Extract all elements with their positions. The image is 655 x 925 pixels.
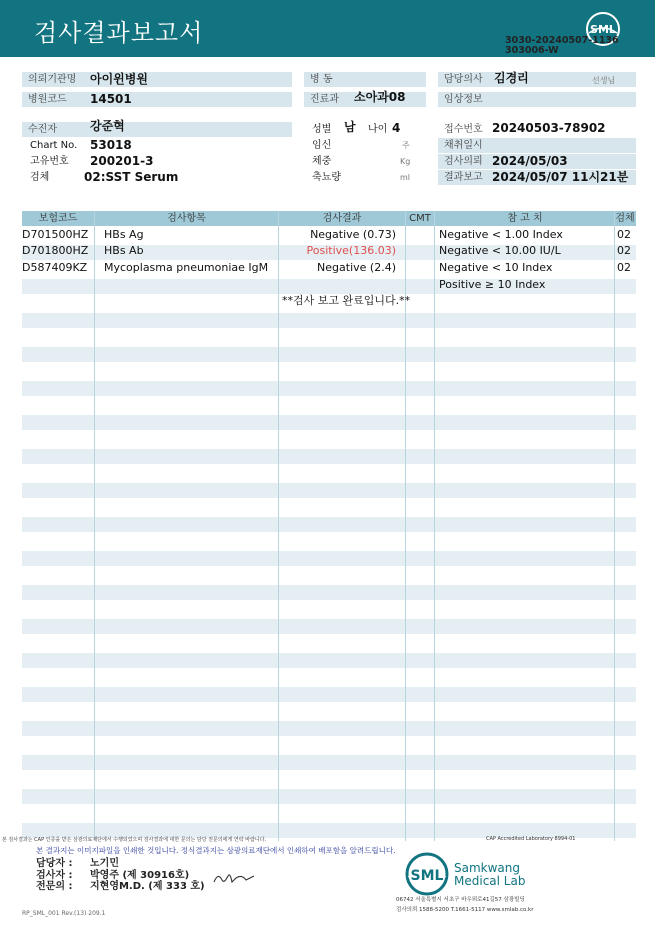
- report-title: 검사결과보고서: [34, 19, 204, 47]
- chart-no-value: 53018: [90, 138, 132, 152]
- report-date-value: 2024/05/07 11시21분: [492, 170, 629, 184]
- signature-image: [212, 870, 256, 886]
- unique-id-label: 고유번호: [30, 156, 69, 167]
- table-stripe: [22, 483, 636, 498]
- table-stripe: [22, 687, 636, 702]
- col-comment: CMT: [409, 213, 431, 224]
- company-name-line2: Medical Lab: [454, 874, 526, 888]
- doctor-label: 담당의사: [438, 72, 636, 87]
- row3-result: Negative (2.4): [317, 261, 396, 274]
- table-stripe: [22, 517, 636, 532]
- reporter-value: 노기민: [90, 858, 119, 869]
- company-contact: 검사의뢰 1588-5200 T.1661-5117 www.smlab.co.kr: [396, 907, 534, 913]
- urine-label: 축뇨량: [312, 172, 341, 183]
- footer-logo-text: SML: [410, 868, 444, 884]
- row3-specimen: 02: [617, 261, 631, 274]
- table-stripe: [22, 449, 636, 464]
- weight-unit: Kg: [400, 157, 411, 166]
- row2-specimen: 02: [617, 244, 631, 257]
- table-stripe: [22, 755, 636, 770]
- patient-value: 강준혁: [90, 119, 125, 133]
- col-reference: 참 고 치: [507, 213, 543, 224]
- pregnancy-unit: 주: [402, 141, 410, 150]
- report-date-label: 결과보고: [438, 170, 636, 185]
- row1-code: D701500HZ: [22, 228, 89, 241]
- row1-reference: Negative < 1.00 Index: [439, 228, 563, 241]
- table-stripe: [22, 381, 636, 396]
- fine-print: 본 검사결과는 CAP 인증을 받은 삼광의료재단에서 수행되었으며 검사결과에 대한 문의는 담당 전문의에게 연락 바랍니다.: [2, 837, 267, 843]
- specialist-value: 지현영M.D. (제 333 호): [90, 881, 205, 892]
- table-stripe: [22, 551, 636, 566]
- doctor-suffix: 선생님: [592, 76, 616, 85]
- svg-text:SML: SML: [590, 23, 616, 36]
- reporter-label: 담당자 :: [36, 858, 73, 869]
- col-insurance-code: 보험코드: [38, 213, 78, 224]
- age-value: 4: [392, 121, 401, 135]
- row4-reference: Positive ≥ 10 Index: [439, 278, 546, 291]
- row3-reference: Negative < 10 Index: [439, 261, 553, 274]
- completion-note: **검사 보고 완료입니다.**: [282, 294, 411, 307]
- hospital-value: 아이윈병원: [90, 72, 148, 86]
- urine-unit: ml: [400, 173, 411, 182]
- tester-label: 검사자 :: [36, 870, 73, 881]
- row1-item: HBs Ag: [104, 228, 144, 241]
- table-stripe: [22, 415, 636, 430]
- form-code: RP_SML_001 Rev.(13) 209.1: [22, 910, 106, 917]
- sex-value: 남: [344, 120, 356, 134]
- department-label: 진료과: [304, 92, 426, 107]
- specimen-value: 02:SST Serum: [84, 170, 179, 184]
- row2-result-abnormal: Positive(136.03): [306, 244, 396, 257]
- barcode-number: [505, 36, 619, 56]
- request-date-value: 2024/05/03: [492, 154, 568, 168]
- hospital-label: 의뢰기관명: [22, 72, 292, 87]
- cap-accreditation: CAP Accredited Laboratory 8994-01: [486, 836, 576, 842]
- ward-label: 병 동: [304, 72, 426, 87]
- col-test-item: 검사항목: [167, 213, 206, 224]
- row1-result: Negative (0.73): [310, 228, 396, 241]
- row2-code: D701800HZ: [22, 244, 89, 257]
- hospital-code-value: 14501: [90, 92, 132, 106]
- table-stripe: [22, 347, 636, 362]
- company-address: 06742 서울특별시 서초구 바우뫼로41길57 삼광빌딩: [396, 897, 525, 903]
- column-divider: [278, 211, 279, 841]
- doctor-value: 김경리: [494, 71, 529, 85]
- table-stripe: [22, 721, 636, 736]
- column-divider: [614, 211, 615, 841]
- weight-label: 체중: [312, 156, 332, 167]
- col-specimen: 검체: [615, 213, 635, 224]
- barcode-line-2: 303006-W: [505, 45, 559, 56]
- table-stripe: [22, 619, 636, 634]
- table-stripe: [22, 789, 636, 804]
- barcode-line-1: 3030-20240507-1136: [505, 35, 619, 46]
- row1-specimen: 02: [617, 228, 631, 241]
- tester-value: 박영주 (제 30916호): [90, 870, 190, 881]
- receipt-no-value: 20240503-78902: [492, 121, 606, 135]
- company-name-line1: Samkwang: [454, 861, 520, 875]
- row3-item: Mycoplasma pneumoniae IgM: [104, 261, 269, 274]
- patient-label: 수진자: [22, 122, 292, 137]
- chart-no-label: Chart No.: [30, 140, 78, 151]
- pregnancy-label: 임신: [312, 140, 332, 151]
- row3-code: D587409KZ: [22, 261, 88, 274]
- company-name: [454, 862, 525, 888]
- request-date-label: 검사의뢰: [438, 154, 636, 169]
- table-stripe: [22, 585, 636, 600]
- hospital-code-label: 병원코드: [22, 92, 292, 107]
- specialist-label: 전문의 :: [36, 881, 73, 892]
- col-result: 검사결과: [322, 213, 362, 224]
- receipt-no-label: 접수번호: [438, 122, 636, 137]
- unique-id-value: 200201-3: [90, 154, 154, 168]
- table-stripe: [22, 653, 636, 668]
- sml-footer-logo-icon: [404, 852, 450, 896]
- clinical-info-label: 임상정보: [438, 92, 636, 107]
- age-label: 나이: [368, 124, 388, 135]
- column-divider: [434, 211, 435, 841]
- row2-item: HBs Ab: [104, 244, 144, 257]
- sex-label: 성별: [312, 124, 332, 135]
- collection-time-label: 채취일시: [438, 138, 636, 153]
- row2-reference: Negative < 10.00 IU/L: [439, 244, 561, 257]
- column-divider: [94, 211, 95, 841]
- department-value: 소아과08: [354, 90, 406, 104]
- table-stripe: [22, 313, 636, 328]
- specimen-label: 검체: [30, 172, 50, 183]
- image-notice: 본 결과지는 이미지파일을 인쇄한 것입니다. 정식결과지는 삼광의료재단에서 인쇄하여 배포함을 알려드립니다.: [36, 846, 396, 855]
